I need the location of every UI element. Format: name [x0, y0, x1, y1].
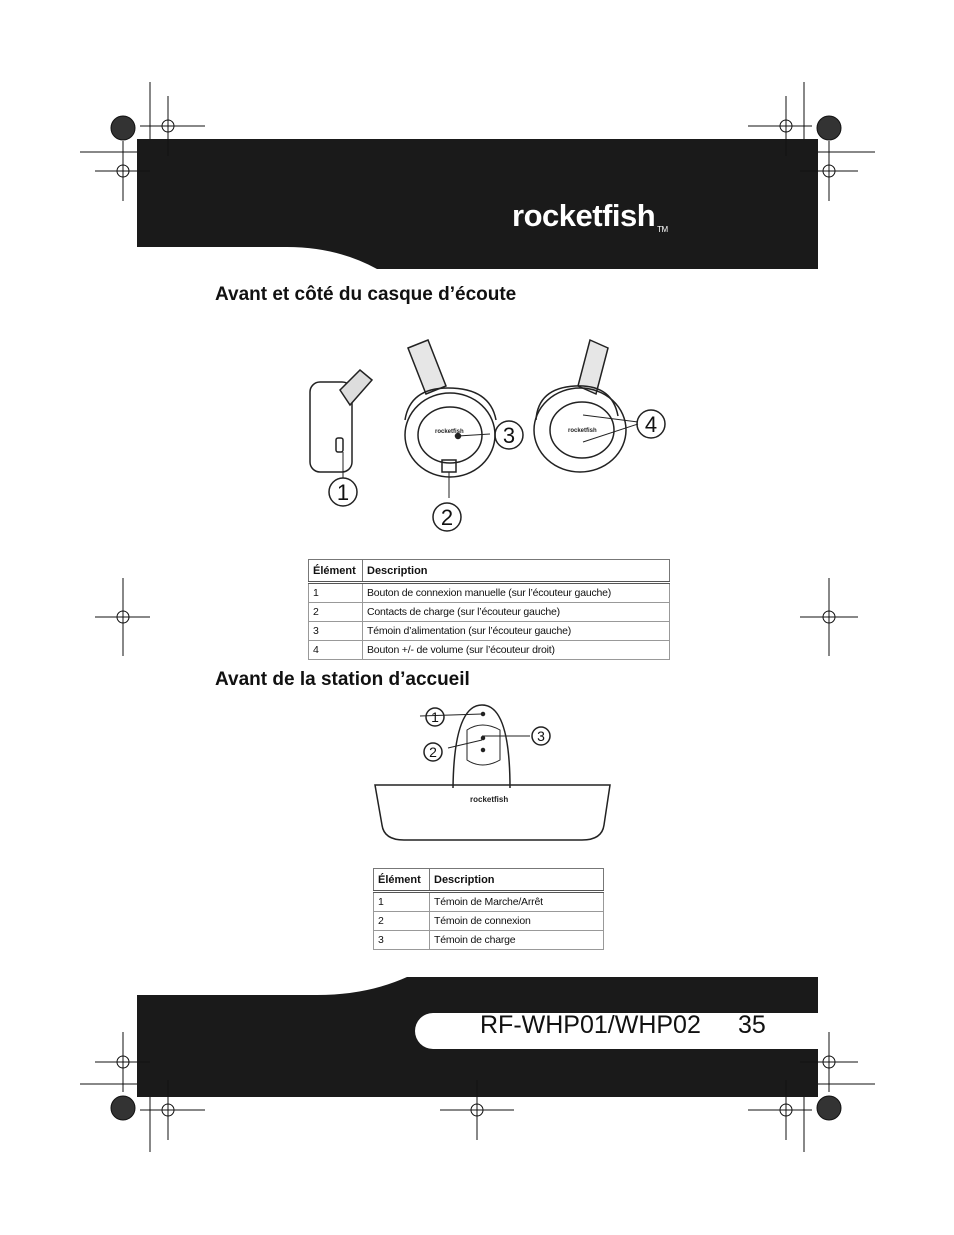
table-header-row: [309, 560, 670, 583]
dock-illustration: [370, 700, 620, 850]
cell-element: 2: [374, 912, 430, 931]
cell-description: Témoin de connexion: [430, 912, 604, 931]
cell-element: 2: [309, 603, 363, 622]
brand-name: rocketfish: [512, 198, 656, 233]
callout-3: 3: [502, 423, 516, 448]
headset-parts-table: [308, 559, 670, 660]
col-header-element: Élément: [309, 560, 363, 583]
callout-4: 4: [644, 412, 658, 437]
table-header-row: [374, 869, 604, 892]
charge-led: [482, 749, 485, 752]
power-led: [482, 713, 485, 716]
col-header-description: Description: [363, 560, 670, 583]
cell-description: Bouton +/- de volume (sur l’écouteur droit): [363, 641, 670, 660]
section-title-dock: Avant de la station d’accueil: [215, 669, 470, 690]
dock-parts-table: [373, 868, 604, 950]
cell-element: 1: [374, 892, 430, 912]
connect-led: [482, 737, 485, 740]
dock-callout-3: 3: [537, 728, 545, 744]
cell-description: Témoin de Marche/Arrêt: [430, 892, 604, 912]
table-row: [374, 931, 604, 950]
cell-description: Témoin de charge: [430, 931, 604, 950]
cell-element: 3: [309, 622, 363, 641]
dock-callout-1: 1: [431, 709, 439, 725]
brand-tm: TM: [657, 225, 668, 234]
earcup-brand-left: rocketfish: [435, 429, 464, 435]
dock-callout-2: 2: [429, 744, 437, 760]
dock-cradle: [453, 705, 510, 788]
page-number: 35: [738, 1011, 766, 1039]
cell-description: Contacts de charge (sur l’écouteur gauche): [363, 603, 670, 622]
dock-brand: rocketfish: [470, 795, 509, 804]
earcup-brand-right: rocketfish: [568, 428, 597, 434]
cell-description: Bouton de connexion manuelle (sur l’écouteur gauche): [363, 583, 670, 603]
callout-1: 1: [336, 480, 350, 505]
brand-logo: [512, 198, 668, 234]
table-row: [374, 892, 604, 912]
table-row: [309, 603, 670, 622]
col-header-element: Élément: [374, 869, 430, 892]
dock-base: [375, 785, 610, 840]
section-title-headset: Avant et côté du casque d’écoute: [215, 284, 517, 305]
cell-element: 3: [374, 931, 430, 950]
table-row: [309, 641, 670, 660]
model-number: RF-WHP01/WHP02: [480, 1011, 701, 1039]
cell-element: 1: [309, 583, 363, 603]
callout-2: 2: [440, 505, 454, 530]
table-row: [309, 583, 670, 603]
charge-contacts: [442, 460, 456, 472]
table-row: [374, 912, 604, 931]
table-row: [309, 622, 670, 641]
col-header-description: Description: [430, 869, 604, 892]
header-band: [137, 139, 818, 269]
cell-element: 4: [309, 641, 363, 660]
manual-connect-button: [336, 438, 343, 452]
headset-illustration: [300, 330, 680, 540]
cell-description: Témoin d’alimentation (sur l’écouteur gauche): [363, 622, 670, 641]
